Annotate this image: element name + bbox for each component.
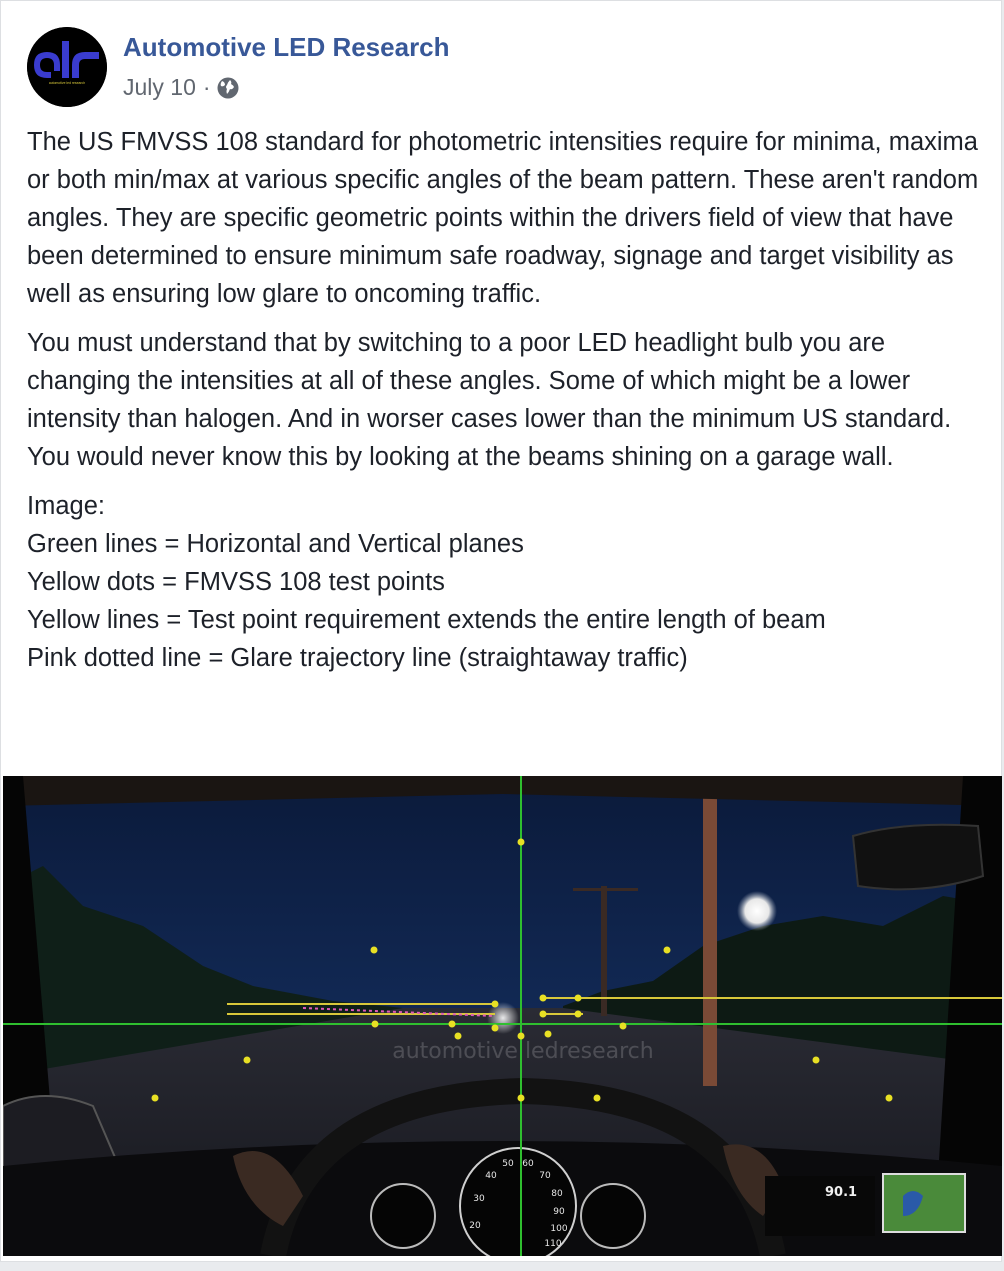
- test-point-dot: [575, 995, 582, 1002]
- test-point-dot: [813, 1057, 820, 1064]
- page-name-link[interactable]: Automotive LED Research: [123, 32, 450, 62]
- fuel-gauge: [581, 1184, 645, 1248]
- test-point-dot: [545, 1031, 552, 1038]
- post-photo[interactable]: [3, 776, 1002, 1256]
- speedo-tick: 60: [522, 1159, 534, 1169]
- legend-line: Yellow lines = Test point requirement extends the entire length of beam: [27, 606, 826, 634]
- test-point-dot: [540, 1011, 547, 1018]
- test-point-dot: [492, 1001, 499, 1008]
- test-point-dot: [518, 1095, 525, 1102]
- photo-watermark: automotive ledresearch: [392, 1039, 654, 1064]
- test-point-dot: [518, 839, 525, 846]
- speedo-tick: 20: [469, 1221, 481, 1231]
- speedo-tick: 50: [502, 1159, 514, 1169]
- test-point-dot: [492, 1025, 499, 1032]
- hud-panel: [765, 1176, 875, 1236]
- test-point-dot: [540, 995, 547, 1002]
- post-meta: [123, 74, 240, 101]
- speedo-tick: 100: [550, 1224, 568, 1234]
- post-text: [27, 123, 982, 688]
- post-paragraph: You must understand that by switching to a poor LED headlight bulb you are changing the intensities at all of these angles. Some of which might be a lower intensity than halogen. And in worser cases lower than the minimum US standard. You would never know this by looking at the beams shining on a garage wall.: [27, 329, 952, 471]
- legend-line: Green lines = Horizontal and Vertical planes: [27, 530, 524, 558]
- meta-separator: ·: [202, 74, 211, 100]
- utility-pole: [703, 786, 717, 1086]
- rearview-mirror: [853, 825, 983, 890]
- speedo-tick: 90: [553, 1207, 565, 1217]
- speedo-tick: 80: [551, 1189, 563, 1199]
- test-point-dot: [152, 1095, 159, 1102]
- legend-line: Yellow dots = FMVSS 108 test points: [27, 568, 445, 596]
- image-legend: [27, 487, 982, 677]
- test-point-dot: [518, 1033, 525, 1040]
- test-point-dot: [664, 947, 671, 954]
- globe-icon[interactable]: [216, 76, 240, 100]
- gps-map: [883, 1174, 965, 1232]
- test-point-dot: [886, 1095, 893, 1102]
- speed-readout: 90.1: [825, 1185, 858, 1200]
- speedo-tick: 40: [485, 1171, 497, 1181]
- moon: [737, 891, 777, 931]
- tachometer: [371, 1184, 435, 1248]
- test-point-dot: [449, 1021, 456, 1028]
- speedo-tick: 110: [544, 1239, 562, 1249]
- test-point-dot: [371, 947, 378, 954]
- distant-pole: [601, 886, 607, 1016]
- page-avatar[interactable]: [27, 27, 107, 107]
- test-point-dot: [244, 1057, 251, 1064]
- avatar-tagline: automotive led research: [48, 81, 86, 85]
- post-paragraph: The US FMVSS 108 standard for photometric intensities require for minima, maxima or both min/max at various specific angles of the beam pattern. These aren't random angles. They are specific geometric points within the drivers field of view that have been determined to ensure minimum safe roadway, signage and target visibility as well as ensuring low glare to oncoming traffic.: [27, 128, 979, 308]
- legend-line: Pink dotted line = Glare trajectory line (straightaway traffic): [27, 644, 688, 672]
- test-point-dot: [594, 1095, 601, 1102]
- test-point-dot: [620, 1023, 627, 1030]
- test-point-dot: [372, 1021, 379, 1028]
- test-point-dot: [455, 1033, 462, 1040]
- speedo-tick: 70: [539, 1171, 551, 1181]
- test-point-dot: [575, 1011, 582, 1018]
- speedo-tick: 30: [473, 1194, 485, 1204]
- legend-line: Image:: [27, 492, 105, 520]
- post-date[interactable]: July 10: [123, 74, 196, 100]
